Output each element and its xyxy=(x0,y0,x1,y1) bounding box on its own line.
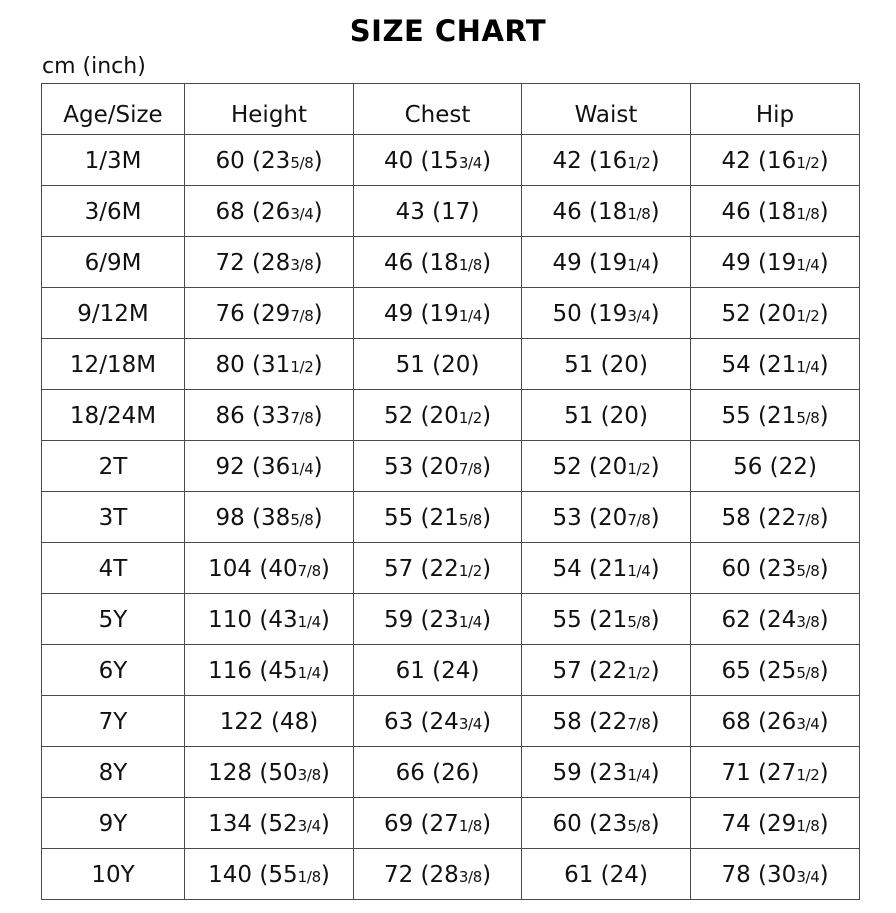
inch-fraction-value: 3/4 xyxy=(796,715,820,733)
inch-fraction-value: 1/4 xyxy=(297,664,321,682)
inch-whole-value: 18 xyxy=(598,199,628,225)
table-row xyxy=(42,747,860,798)
inch-fraction-value: 1/2 xyxy=(627,460,651,478)
table-row xyxy=(42,135,860,186)
height-cell: 98 (385/8) xyxy=(185,492,354,543)
cm-value: 57 xyxy=(552,658,582,684)
inch-fraction-value: 5/8 xyxy=(627,817,651,835)
inch-fraction-value: 1/2 xyxy=(796,307,820,325)
inch-whole-value: 50 xyxy=(268,760,298,786)
size-cell: 3T xyxy=(42,492,185,543)
inch-whole-value: 23 xyxy=(598,760,628,786)
inch-whole-value: 28 xyxy=(261,250,291,276)
inch-fraction-value: 1/4 xyxy=(627,562,651,580)
cm-value: 55 xyxy=(552,607,582,633)
inch-fraction-value: 7/8 xyxy=(297,562,321,580)
inch-whole-value: 21 xyxy=(767,352,797,378)
table-row xyxy=(42,645,860,696)
hip-cell: 54 (211/4) xyxy=(691,339,860,390)
inch-fraction-value: 5/8 xyxy=(290,511,314,529)
waist-cell: 61 (24) xyxy=(522,849,691,900)
cm-value: 55 xyxy=(721,403,751,429)
cm-value: 49 xyxy=(552,250,582,276)
hip-cell: 68 (263/4) xyxy=(691,696,860,747)
inch-fraction-value: 1/8 xyxy=(297,868,321,886)
inch-whole-value: 16 xyxy=(767,148,797,174)
inch-fraction-value: 1/8 xyxy=(627,205,651,223)
inch-fraction-value: 7/8 xyxy=(627,511,651,529)
inch-whole-value: 29 xyxy=(767,811,797,837)
size-cell: 9/12M xyxy=(42,288,185,339)
inch-fraction-value: 3/8 xyxy=(297,766,321,784)
size-cell: 5Y xyxy=(42,594,185,645)
hip-cell: 62 (243/8) xyxy=(691,594,860,645)
height-cell: 134 (523/4) xyxy=(185,798,354,849)
inch-fraction-value: 7/8 xyxy=(796,511,820,529)
hip-cell: 49 (191/4) xyxy=(691,237,860,288)
inch-whole-value: 20 xyxy=(598,505,628,531)
inch-whole-value: 55 xyxy=(268,862,298,888)
cm-value: 52 xyxy=(721,301,751,327)
inch-fraction-value: 1/2 xyxy=(458,562,483,580)
header-height: Height xyxy=(185,84,354,135)
cm-value: 128 xyxy=(208,760,253,786)
table-row xyxy=(42,543,860,594)
size-table xyxy=(41,83,860,900)
inch-fraction-value: 3/4 xyxy=(458,154,483,172)
inch-fraction-value: 1/8 xyxy=(458,256,483,274)
waist-cell: 52 (201/2) xyxy=(522,441,691,492)
inch-fraction-value: 1/2 xyxy=(627,154,651,172)
cm-value: 134 xyxy=(208,811,253,837)
height-cell: 76 (297/8) xyxy=(185,288,354,339)
inch-whole-value: 20 xyxy=(767,301,797,327)
inch-fraction-value: 5/8 xyxy=(290,154,314,172)
inch-whole-value: 24 xyxy=(441,658,471,684)
inch-fraction-value: 1/4 xyxy=(627,766,651,784)
hip-cell: 71 (271/2) xyxy=(691,747,860,798)
inch-whole-value: 29 xyxy=(261,301,291,327)
inch-fraction-value: 1/4 xyxy=(297,613,321,631)
size-cell: 6Y xyxy=(42,645,185,696)
height-cell: 104 (407/8) xyxy=(185,543,354,594)
inch-whole-value: 25 xyxy=(767,658,797,684)
cm-value: 53 xyxy=(552,505,582,531)
size-cell: 1/3M xyxy=(42,135,185,186)
header-chest: Chest xyxy=(354,84,522,135)
cm-value: 61 xyxy=(564,862,594,888)
inch-whole-value: 21 xyxy=(598,556,628,582)
inch-fraction-value: 5/8 xyxy=(458,511,483,529)
cm-value: 71 xyxy=(721,760,751,786)
table-body xyxy=(42,135,860,900)
inch-fraction-value: 1/4 xyxy=(290,460,314,478)
inch-fraction-value: 3/4 xyxy=(297,817,321,835)
height-cell: 60 (235/8) xyxy=(185,135,354,186)
hip-cell: 55 (215/8) xyxy=(691,390,860,441)
chest-cell: 53 (207/8) xyxy=(354,441,522,492)
table-row xyxy=(42,594,860,645)
table-row xyxy=(42,441,860,492)
inch-whole-value: 18 xyxy=(767,199,797,225)
height-cell: 110 (431/4) xyxy=(185,594,354,645)
waist-cell: 59 (231/4) xyxy=(522,747,691,798)
cm-value: 42 xyxy=(552,148,582,174)
inch-fraction-value: 3/4 xyxy=(796,868,820,886)
cm-value: 49 xyxy=(721,250,751,276)
hip-cell: 60 (235/8) xyxy=(691,543,860,594)
inch-whole-value: 30 xyxy=(767,862,797,888)
size-cell: 4T xyxy=(42,543,185,594)
chest-cell: 55 (215/8) xyxy=(354,492,522,543)
inch-fraction-value: 1/2 xyxy=(290,358,314,376)
inch-fraction-value: 7/8 xyxy=(290,307,314,325)
hip-cell: 65 (255/8) xyxy=(691,645,860,696)
cm-value: 104 xyxy=(208,556,253,582)
cm-value: 50 xyxy=(552,301,582,327)
cm-value: 92 xyxy=(215,454,245,480)
cm-value: 98 xyxy=(215,505,245,531)
inch-whole-value: 24 xyxy=(609,862,639,888)
height-cell: 92 (361/4) xyxy=(185,441,354,492)
inch-fraction-value: 7/8 xyxy=(627,715,651,733)
inch-whole-value: 23 xyxy=(767,556,797,582)
inch-whole-value: 24 xyxy=(429,709,459,735)
inch-fraction-value: 1/8 xyxy=(796,817,820,835)
cm-value: 46 xyxy=(383,250,414,276)
inch-fraction-value: 1/4 xyxy=(627,256,651,274)
inch-fraction-value: 5/8 xyxy=(796,409,820,427)
waist-cell: 51 (20) xyxy=(522,390,691,441)
cm-value: 62 xyxy=(721,607,751,633)
cm-value: 76 xyxy=(215,301,245,327)
cm-value: 51 xyxy=(564,403,594,429)
waist-cell: 58 (227/8) xyxy=(522,696,691,747)
inch-whole-value: 40 xyxy=(268,556,298,582)
chest-cell: 57 (221/2) xyxy=(354,543,522,594)
cm-value: 51 xyxy=(564,352,594,378)
inch-whole-value: 20 xyxy=(429,454,459,480)
cm-value: 65 xyxy=(721,658,751,684)
cm-value: 60 xyxy=(215,148,245,174)
size-cell: 8Y xyxy=(42,747,185,798)
cm-value: 116 xyxy=(208,658,253,684)
inch-fraction-value: 3/8 xyxy=(796,613,820,631)
height-cell: 122 (48) xyxy=(185,696,354,747)
cm-value: 49 xyxy=(383,301,414,327)
cm-value: 52 xyxy=(383,403,414,429)
chest-cell: 69 (271/8) xyxy=(354,798,522,849)
size-cell: 10Y xyxy=(42,849,185,900)
cm-value: 60 xyxy=(721,556,751,582)
inch-whole-value: 19 xyxy=(598,301,628,327)
cm-value: 46 xyxy=(552,199,582,225)
cm-value: 60 xyxy=(552,811,582,837)
hip-cell: 74 (291/8) xyxy=(691,798,860,849)
inch-whole-value: 36 xyxy=(261,454,291,480)
inch-whole-value: 22 xyxy=(598,658,628,684)
chest-cell: 72 (283/8) xyxy=(354,849,522,900)
cm-value: 58 xyxy=(721,505,751,531)
inch-whole-value: 23 xyxy=(261,148,291,174)
inch-fraction-value: 1/2 xyxy=(458,409,483,427)
chest-cell: 40 (153/4) xyxy=(354,135,522,186)
cm-value: 54 xyxy=(552,556,582,582)
inch-whole-value: 19 xyxy=(598,250,628,276)
cm-value: 68 xyxy=(721,709,751,735)
inch-whole-value: 22 xyxy=(767,505,797,531)
height-cell: 128 (503/8) xyxy=(185,747,354,798)
inch-whole-value: 21 xyxy=(767,403,797,429)
waist-cell: 60 (235/8) xyxy=(522,798,691,849)
inch-whole-value: 20 xyxy=(598,454,628,480)
inch-whole-value: 22 xyxy=(778,454,808,480)
size-cell: 12/18M xyxy=(42,339,185,390)
inch-fraction-value: 7/8 xyxy=(290,409,314,427)
inch-whole-value: 24 xyxy=(767,607,797,633)
table-row xyxy=(42,390,860,441)
size-cell: 3/6M xyxy=(42,186,185,237)
table-row xyxy=(42,339,860,390)
inch-fraction-value: 5/8 xyxy=(796,664,820,682)
chest-cell: 43 (17) xyxy=(354,186,522,237)
inch-fraction-value: 3/4 xyxy=(290,205,314,223)
cm-value: 110 xyxy=(208,607,253,633)
cm-value: 54 xyxy=(721,352,751,378)
inch-whole-value: 31 xyxy=(261,352,291,378)
inch-whole-value: 22 xyxy=(598,709,628,735)
size-cell: 2T xyxy=(42,441,185,492)
inch-whole-value: 21 xyxy=(598,607,628,633)
chest-cell: 52 (201/2) xyxy=(354,390,522,441)
inch-whole-value: 23 xyxy=(598,811,628,837)
inch-whole-value: 20 xyxy=(429,403,459,429)
hip-cell: 46 (181/8) xyxy=(691,186,860,237)
inch-whole-value: 33 xyxy=(261,403,291,429)
hip-cell: 56 (22) xyxy=(691,441,860,492)
inch-whole-value: 28 xyxy=(429,862,459,888)
table-row xyxy=(42,798,860,849)
inch-whole-value: 45 xyxy=(268,658,298,684)
cm-value: 51 xyxy=(395,352,425,378)
chest-cell: 51 (20) xyxy=(354,339,522,390)
waist-cell: 49 (191/4) xyxy=(522,237,691,288)
units-label: cm (inch) xyxy=(42,54,146,79)
cm-value: 122 xyxy=(219,709,264,735)
inch-whole-value: 19 xyxy=(767,250,797,276)
hip-cell: 58 (227/8) xyxy=(691,492,860,543)
cm-value: 42 xyxy=(721,148,751,174)
inch-whole-value: 23 xyxy=(429,607,459,633)
header-row xyxy=(42,84,860,135)
inch-fraction-value: 5/8 xyxy=(627,613,651,631)
inch-whole-value: 52 xyxy=(268,811,298,837)
cm-value: 43 xyxy=(395,199,425,225)
chest-cell: 61 (24) xyxy=(354,645,522,696)
cm-value: 78 xyxy=(721,862,751,888)
inch-fraction-value: 1/4 xyxy=(458,613,483,631)
inch-whole-value: 26 xyxy=(767,709,797,735)
cm-value: 55 xyxy=(383,505,414,531)
inch-fraction-value: 1/4 xyxy=(796,256,820,274)
inch-whole-value: 48 xyxy=(279,709,310,735)
cm-value: 46 xyxy=(721,199,751,225)
cm-value: 140 xyxy=(208,862,253,888)
cm-value: 58 xyxy=(552,709,582,735)
cm-value: 57 xyxy=(383,556,414,582)
inch-whole-value: 38 xyxy=(261,505,291,531)
chest-cell: 63 (243/4) xyxy=(354,696,522,747)
inch-whole-value: 26 xyxy=(441,760,471,786)
header-hip: Hip xyxy=(691,84,860,135)
cm-value: 68 xyxy=(215,199,245,225)
cm-value: 66 xyxy=(395,760,425,786)
inch-fraction-value: 1/2 xyxy=(796,154,820,172)
header-age-size: Age/Size xyxy=(42,84,185,135)
inch-fraction-value: 1/8 xyxy=(458,817,483,835)
header-waist: Waist xyxy=(522,84,691,135)
height-cell: 68 (263/4) xyxy=(185,186,354,237)
cm-value: 59 xyxy=(383,607,414,633)
inch-fraction-value: 7/8 xyxy=(458,460,483,478)
size-cell: 6/9M xyxy=(42,237,185,288)
table-row xyxy=(42,492,860,543)
inch-whole-value: 19 xyxy=(429,301,459,327)
cm-value: 72 xyxy=(215,250,245,276)
cm-value: 52 xyxy=(552,454,582,480)
hip-cell: 78 (303/4) xyxy=(691,849,860,900)
chest-cell: 49 (191/4) xyxy=(354,288,522,339)
table-row xyxy=(42,186,860,237)
waist-cell: 54 (211/4) xyxy=(522,543,691,594)
inch-whole-value: 21 xyxy=(429,505,459,531)
waist-cell: 57 (221/2) xyxy=(522,645,691,696)
inch-fraction-value: 3/4 xyxy=(458,715,483,733)
inch-whole-value: 27 xyxy=(767,760,797,786)
waist-cell: 55 (215/8) xyxy=(522,594,691,645)
inch-whole-value: 16 xyxy=(598,148,628,174)
inch-fraction-value: 3/8 xyxy=(458,868,483,886)
inch-fraction-value: 5/8 xyxy=(796,562,820,580)
inch-whole-value: 43 xyxy=(268,607,298,633)
table-row xyxy=(42,849,860,900)
waist-cell: 42 (161/2) xyxy=(522,135,691,186)
inch-whole-value: 15 xyxy=(429,148,459,174)
cm-value: 40 xyxy=(383,148,414,174)
cm-value: 59 xyxy=(552,760,582,786)
cm-value: 72 xyxy=(383,862,414,888)
inch-fraction-value: 1/4 xyxy=(796,358,820,376)
waist-cell: 51 (20) xyxy=(522,339,691,390)
cm-value: 56 xyxy=(733,454,763,480)
cm-value: 74 xyxy=(721,811,751,837)
height-cell: 116 (451/4) xyxy=(185,645,354,696)
size-cell: 18/24M xyxy=(42,390,185,441)
hip-cell: 42 (161/2) xyxy=(691,135,860,186)
inch-whole-value: 18 xyxy=(429,250,459,276)
chest-cell: 46 (181/8) xyxy=(354,237,522,288)
cm-value: 53 xyxy=(383,454,414,480)
cm-value: 69 xyxy=(383,811,414,837)
height-cell: 80 (311/2) xyxy=(185,339,354,390)
table-row xyxy=(42,237,860,288)
inch-fraction-value: 1/2 xyxy=(796,766,820,784)
size-cell: 7Y xyxy=(42,696,185,747)
inch-fraction-value: 1/4 xyxy=(458,307,483,325)
inch-whole-value: 26 xyxy=(261,199,291,225)
height-cell: 86 (337/8) xyxy=(185,390,354,441)
inch-whole-value: 20 xyxy=(609,352,639,378)
cm-value: 61 xyxy=(395,658,425,684)
cm-value: 80 xyxy=(215,352,245,378)
inch-fraction-value: 1/8 xyxy=(796,205,820,223)
height-cell: 72 (283/8) xyxy=(185,237,354,288)
chest-cell: 59 (231/4) xyxy=(354,594,522,645)
inch-whole-value: 17 xyxy=(441,199,471,225)
height-cell: 140 (551/8) xyxy=(185,849,354,900)
inch-whole-value: 27 xyxy=(429,811,459,837)
inch-fraction-value: 3/4 xyxy=(627,307,651,325)
table-row xyxy=(42,696,860,747)
cm-value: 86 xyxy=(215,403,245,429)
waist-cell: 53 (207/8) xyxy=(522,492,691,543)
chest-cell: 66 (26) xyxy=(354,747,522,798)
size-cell: 9Y xyxy=(42,798,185,849)
inch-whole-value: 20 xyxy=(609,403,639,429)
page-title: SIZE CHART xyxy=(349,14,547,48)
hip-cell: 52 (201/2) xyxy=(691,288,860,339)
inch-whole-value: 20 xyxy=(441,352,471,378)
inch-fraction-value: 3/8 xyxy=(290,256,314,274)
table-row xyxy=(42,288,860,339)
cm-value: 63 xyxy=(383,709,414,735)
inch-fraction-value: 1/2 xyxy=(627,664,651,682)
inch-whole-value: 22 xyxy=(429,556,459,582)
waist-cell: 50 (193/4) xyxy=(522,288,691,339)
waist-cell: 46 (181/8) xyxy=(522,186,691,237)
